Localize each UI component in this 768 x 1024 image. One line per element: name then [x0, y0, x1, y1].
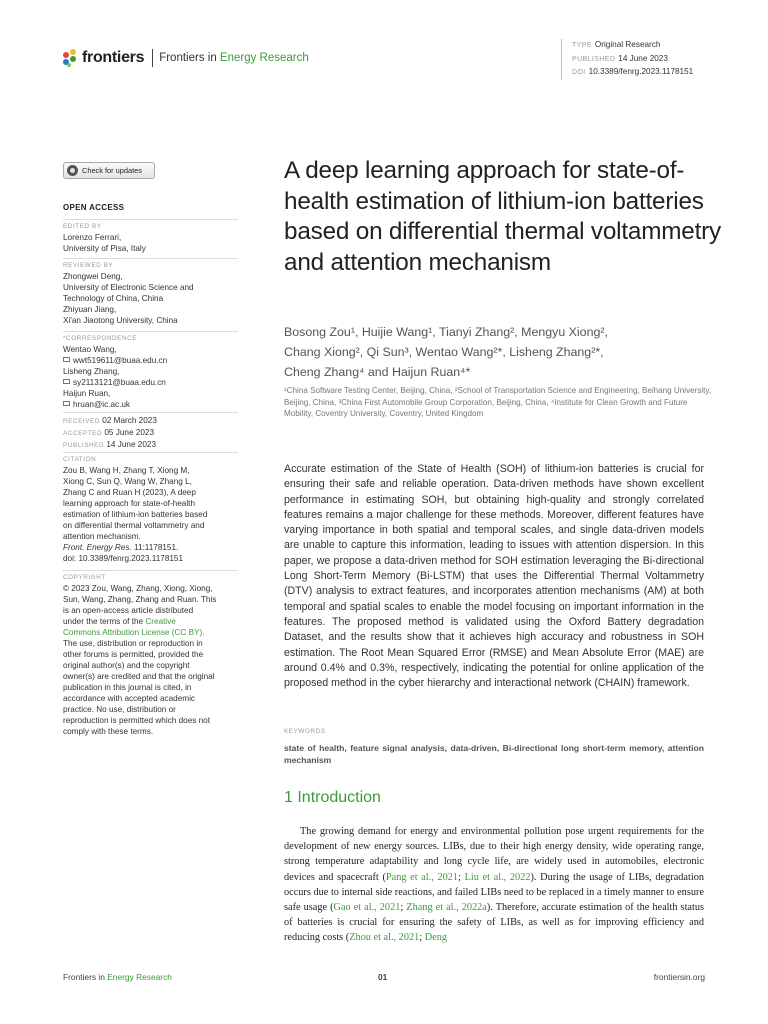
- mail-icon: [63, 357, 70, 362]
- mail-icon: [63, 401, 70, 406]
- author-list: Bosong Zou¹, Huijie Wang¹, Tianyi Zhang², Mengyu Xiong², Chang Xiong², Qi Sun³, Wentao Wang²*, Lisheng Zhang²*, Cheng Zhang⁴ and Haijun Ruan⁴*: [284, 325, 608, 379]
- citation: CITATION Zou B, Wang H, Zhang T, Xiong M, Xiong C, Sun Q, Wang W, Zhang L, Zhang C and Ruan H (2023), A deep learning approach for state-of-health estimation of lithium-ion batteries based on differential thermal voltammetry and attention mechanism. Front. Energy Res. 11:1178151. doi: 10.3389/fenrg.2023.1178151: [63, 455, 238, 564]
- citation-link[interactable]: Zhang et al., 2022a: [406, 902, 487, 914]
- email-link[interactable]: wwt519611@buaa.edu.cn: [63, 355, 238, 366]
- edited-by: EDITED BY Lorenzo Ferrari, University of Pisa, Italy: [63, 223, 146, 253]
- email-link[interactable]: sy2113121@buaa.edu.cn: [63, 377, 238, 388]
- divider: [63, 412, 238, 413]
- abstract: Accurate estimation of the State of Health (SOH) of lithium-ion batteries is crucial for ensuring their safe and reliable operation. Data-driven methods have shown excellent performance in estimating SOH, but obtaining high-quality and strongly correlated features remains a major challenge for these methods. Moreover, different features have varying importance in both spatial and temporal scales, and single data-driven models are unable to capture this information, leading to issues with attention dispersion. In this paper, we propose a data-driven method for SOH estimation leveraging the Bi-directional Long Short-Term Memory (Bi-LSTM) that uses the Differential Thermal Voltammetry (DTV) analysis to extract features, and incorporates attention mechanisms (AM) at both temporal and spatial scales to enable the model focusing on important information in the features. The proposed method is validated using the Oxford Battery degradation Dataset, and the results show that it achieves high accuracy and robustness in SOH estimation. The Root Mean Squared Error (RMSE) and Mean Absolute Error (MAE) are around 0.4% and 0.3%, respectively, indicating the potential for online application of the proposed method in the cyber hierarchy and interactional network (CHAIN) framework.: [284, 463, 704, 690]
- article-meta: TYPE Original Research PUBLISHED 14 June 2023 DOI 10.3389/fenrg.2023.1178151: [561, 39, 693, 80]
- introduction-paragraph: The growing demand for energy and environmental pollution pose urgent requirements for the development of new energy sources. LIBs, due to their high energy density, wide operating range, strong temperature adaptability and long cycle life, are widely used in automobiles, electronic devices and spacecraft (Pang et al., 2021; Liu et al., 2022). During the usage of LIBs, degradation occurs due to internal side reactions, and failed LIBs need to be replaced in a timely manner to ensure safe usage (Gao et al., 2021; Zhang et al., 2022a). Therefore, accurate estimation of the health status of batteries is crucial for ensuring the safety of LIBs, as well as for improving efficiency and reducing costs (Zhou et al., 2021; Deng: [284, 826, 705, 944]
- open-access-label: OPEN ACCESS: [63, 203, 125, 212]
- article-title: A deep learning approach for state-of-health estimation of lithium-ion batteries based on differential thermal voltammetry and attention mechanism: [284, 157, 722, 276]
- divider: [63, 452, 238, 453]
- footer-site-link[interactable]: frontiersin.org: [653, 972, 705, 982]
- doi-link[interactable]: 10.3389/fenrg.2023.1178151: [588, 67, 694, 76]
- citation-link[interactable]: Gao et al., 2021: [333, 902, 401, 914]
- citation-link[interactable]: Deng: [424, 932, 448, 944]
- brand-name: frontiers: [82, 49, 145, 66]
- frontiers-logo-icon: [63, 49, 77, 67]
- citation-link[interactable]: Zhou et al., 2021: [349, 932, 420, 944]
- citation-doi[interactable]: doi: 10.3389/fenrg.2023.1178151: [63, 554, 184, 563]
- citation-link[interactable]: Pang et al., 2021: [385, 871, 459, 883]
- logo-divider: [152, 49, 153, 67]
- copyright: COPYRIGHT © 2023 Zou, Wang, Zhang, Xiong, Xiong, Sun, Wang, Zhang, Zhang and Ruan. This is an open-access article distributed under the terms of the Creative Commons Attribution License (CC BY). The use, distribution or reproduction in other forums is permitted, provided the original author(s) and the copyright owner(s) are credited and that the original publication in this journal is cited, in accordance with accepted academic practice. No use, distribution or reproduction is permitted which does not comply with these terms.: [63, 573, 238, 737]
- reviewed-by: REVIEWED BY Zhongwei Deng, University of Electronic Science and Technology of China, China Zhiyuan Jiang, Xi'an Jiaotong University, China: [63, 262, 194, 325]
- divider: [63, 570, 238, 571]
- divider: [63, 331, 238, 332]
- divider: [63, 258, 238, 259]
- check-for-updates-button[interactable]: Check for updates: [63, 162, 155, 179]
- frontiers-logo[interactable]: [63, 46, 309, 70]
- correspondence: *CORRESPONDENCE Wentao Wang, wwt519611@buaa.edu.cn Lisheng Zhang, sy2113121@buaa.edu.cn Haijun Ruan, hruan@ic.ac.uk: [63, 334, 238, 410]
- footer-journal[interactable]: Frontiers in Energy Research: [63, 972, 172, 982]
- journal-name[interactable]: Frontiers in Energy Research: [159, 52, 309, 64]
- page-number: 01: [378, 972, 388, 982]
- update-icon: [67, 165, 78, 176]
- affiliations: ¹China Software Testing Center, Beijing, China, ²School of Transportation Science and Engineering, Beihang University, Beijing, China, ³China First Automobile Group Corporation, Beijing, China, ⁴Institute for Clean Growth and Future Mobility, Coventry University, Coventry, United Kingdom: [284, 386, 712, 419]
- keywords-label: KEYWORDS: [284, 728, 326, 735]
- license-link[interactable]: Commons Attribution License (CC BY).: [63, 628, 205, 637]
- section-heading: 1 Introduction: [284, 789, 381, 806]
- license-link[interactable]: Creative: [145, 617, 176, 626]
- keywords: state of health, feature signal analysis, data-driven, Bi-directional long short-term memory, attention mechanism: [284, 743, 704, 766]
- citation-link[interactable]: Liu et al., 2022: [464, 871, 531, 883]
- mail-icon: [63, 379, 70, 384]
- divider: [63, 219, 238, 220]
- email-link[interactable]: hruan@ic.ac.uk: [63, 399, 238, 410]
- dates: RECEIVED 02 March 2023 ACCEPTED 05 June 2023 PUBLISHED 14 June 2023: [63, 416, 157, 449]
